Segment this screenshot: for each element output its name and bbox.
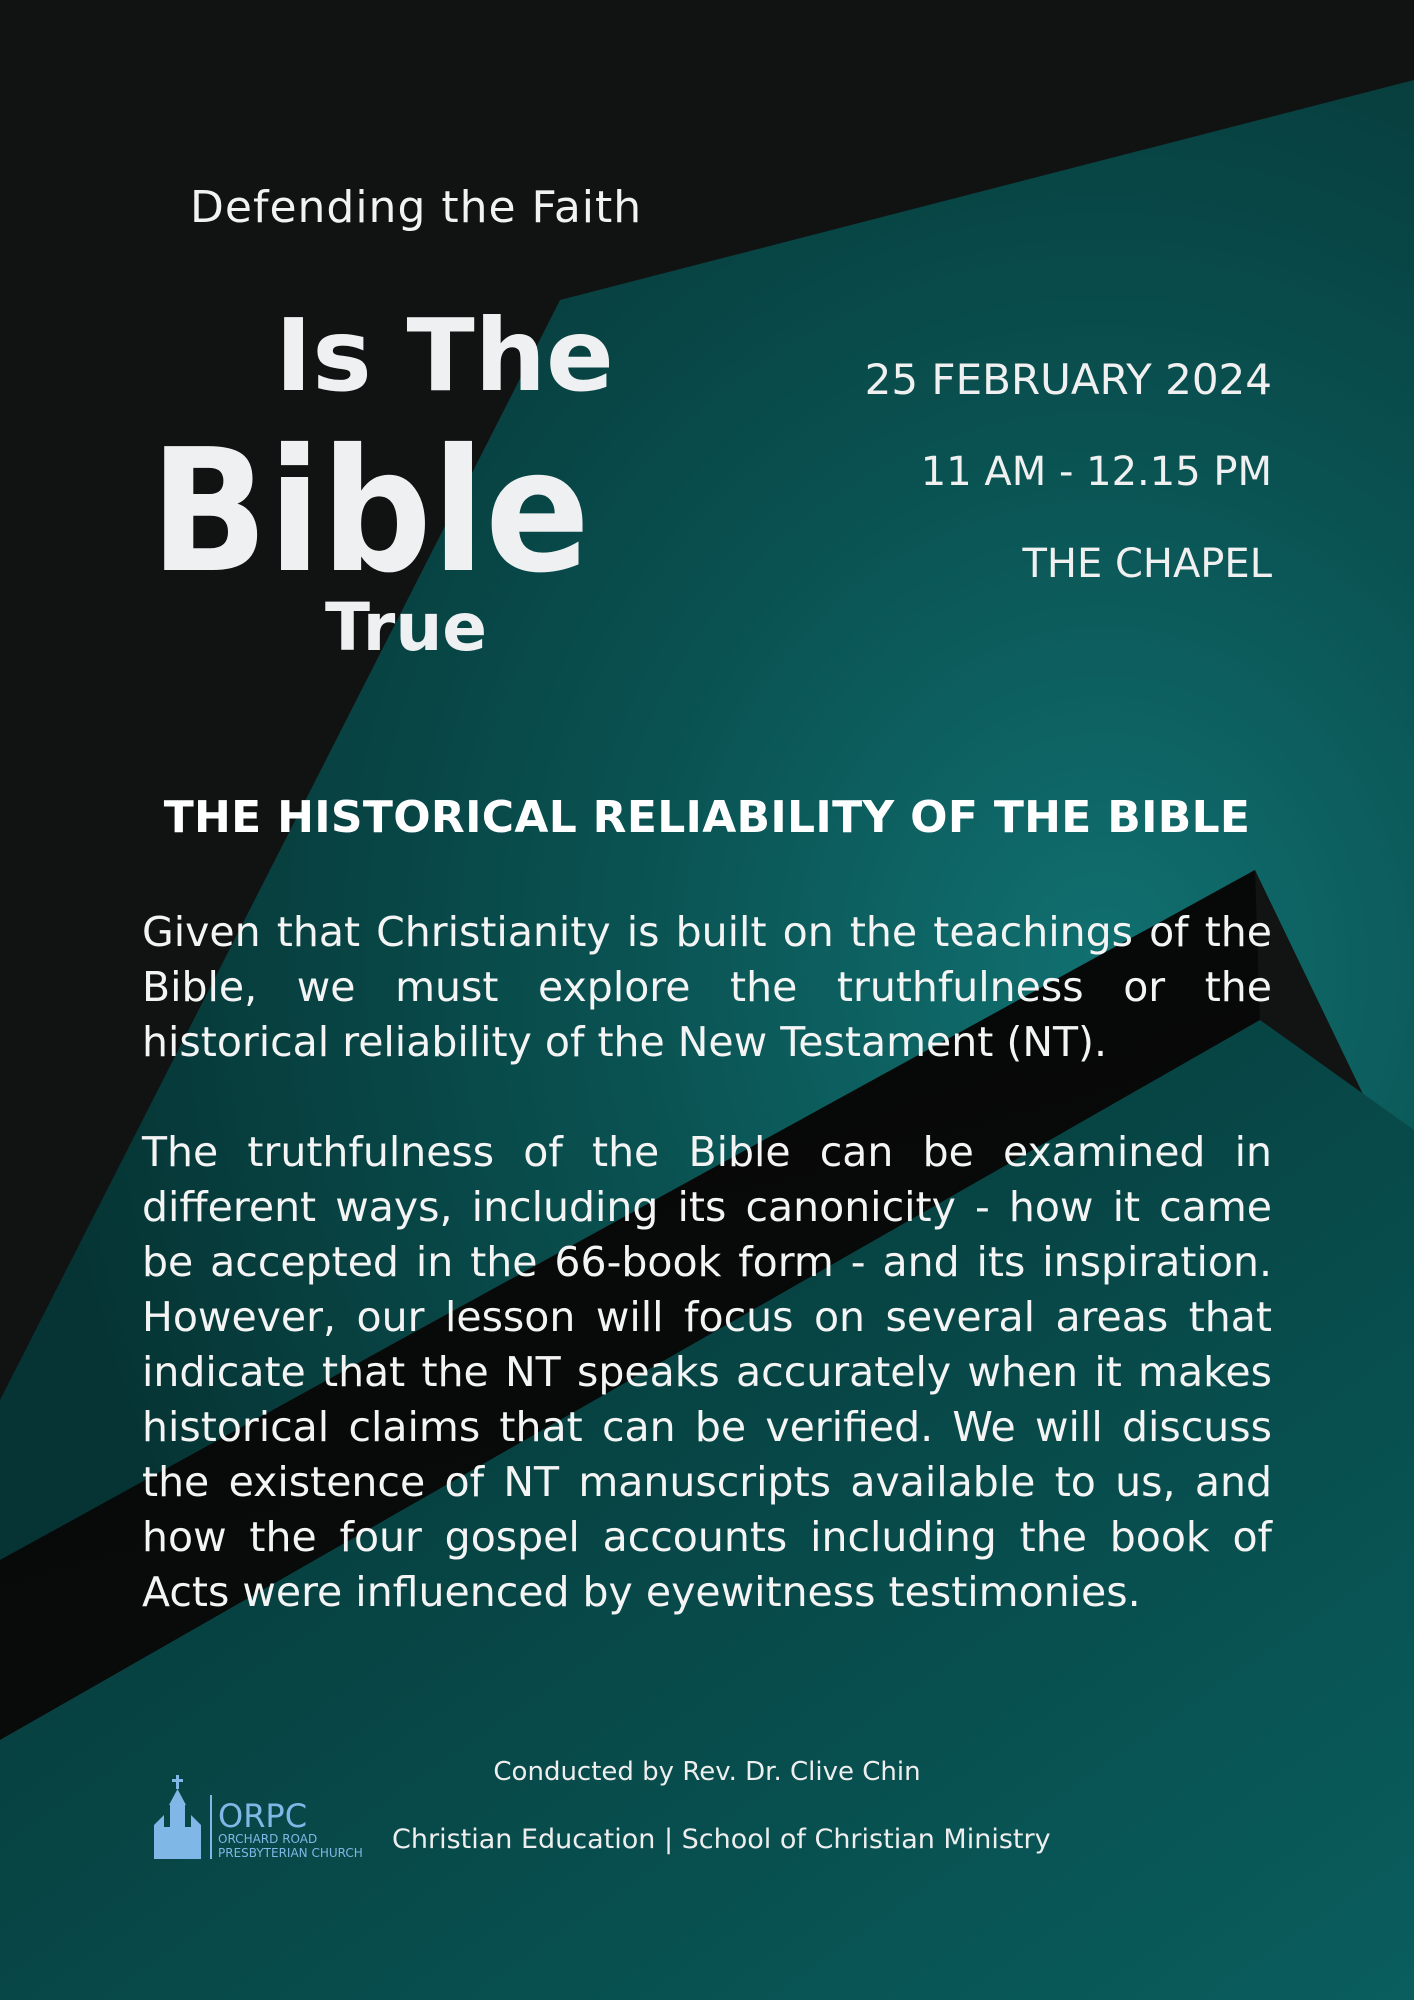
church-building-icon <box>154 1775 201 1859</box>
orpc-logo <box>150 1775 370 1859</box>
logo-line-3: True <box>325 589 488 666</box>
church-acronym: ORPC <box>218 1797 308 1835</box>
church-name-line-2: PRESBYTERIAN CHURCH <box>218 1846 363 1859</box>
department-credit: Christian Education | School of Christian Ministry <box>392 1824 1051 1855</box>
description-paragraph-1: Given that Christianity is built on the teachings of the Bible, we must explore the truthfulness or the historical reliability of the New Testament (NT). <box>142 908 1272 1066</box>
event-time: 11 AM - 12.15 PM <box>920 449 1272 495</box>
speaker-credit: Conducted by Rev. Dr. Clive Chin <box>493 1757 921 1787</box>
lesson-title: THE HISTORICAL RELIABILITY OF THE BIBLE <box>163 792 1251 843</box>
church-name-line-1: ORCHARD ROAD <box>218 1832 318 1846</box>
event-details <box>864 355 1272 587</box>
series-kicker: Defending the Faith <box>190 182 643 233</box>
description-paragraph-2: The truthfulness of the Bible can be examined in different ways, including its canonicity - how it came be accepted in the 66-book form - and its inspiration. However, our lesson will focus on several areas that indicate that the NT speaks accurately when it makes historical claims that can be verified. We will discuss the existence of NT manuscripts available to us, and how the four gospel accounts including the book of Acts were influenced by eyewitness testimonies. <box>142 1128 1272 1616</box>
event-venue: THE CHAPEL <box>1022 541 1272 587</box>
logo-line-2: Bible <box>150 413 590 611</box>
is-the-bible-true-logo <box>140 270 620 670</box>
event-date: 25 FEBRUARY 2024 <box>864 355 1272 404</box>
logo-line-1: Is The <box>275 297 614 414</box>
